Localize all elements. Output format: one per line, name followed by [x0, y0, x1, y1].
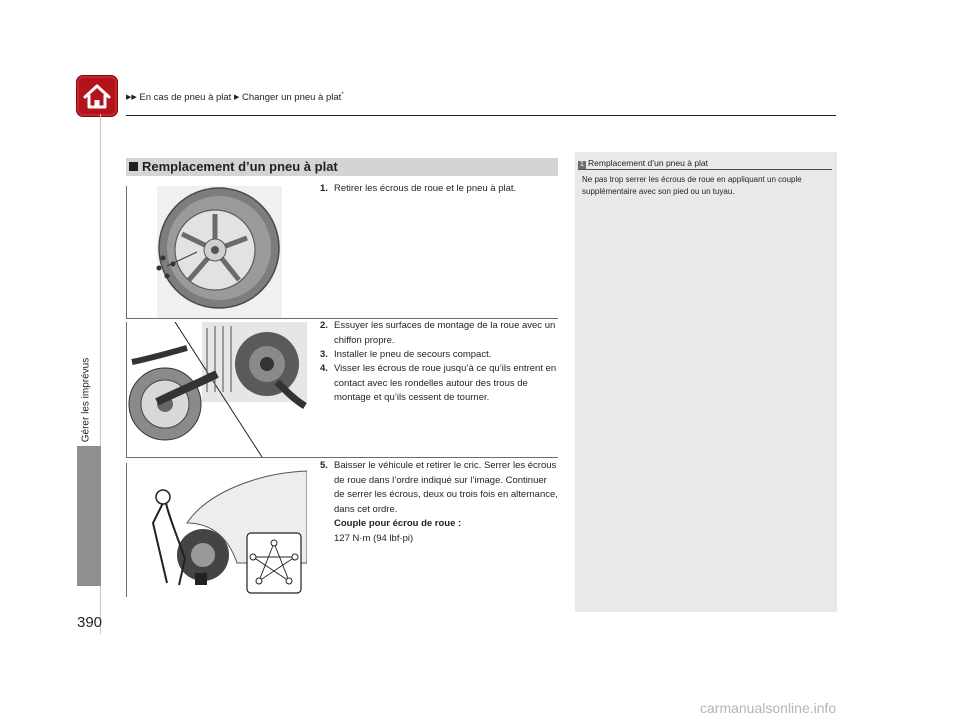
breadcrumb-arrow-icon: ▶: [233, 94, 240, 102]
breadcrumb-arrow-icon: ▶▶: [126, 94, 137, 102]
note-header: [578, 158, 708, 169]
page-number: 390: [77, 614, 103, 631]
watermark: carmanualsonline.info: [700, 700, 837, 716]
note-text: Ne pas trop serrer les écrous de roue en appliquant un couple supplémentaire avec son pied ou un tuyau.: [582, 175, 802, 196]
step-5: 5. Baisser le véhicule et retirer le cric. Serrer les écrous de roue dans l’ordre indiqué sur l’image. Continuer de serrer les écrous, deux ou trois fois en alternance, dans cet ordre.: [320, 460, 558, 515]
notes-panel: [575, 152, 837, 612]
divider: [126, 457, 558, 458]
chapter-label: Gérer les imprévus: [80, 357, 92, 443]
breadcrumb: [126, 92, 344, 103]
section-square-icon: [129, 162, 138, 171]
illustration-tighten-pattern: [126, 463, 307, 597]
chapter-tab[interactable]: [77, 446, 101, 586]
step-2: 2. Essuyer les surfaces de montage de la roue avec un chiffon propre.: [320, 320, 556, 346]
section-header: [126, 158, 558, 176]
breadcrumb-link-flat-tire[interactable]: En cas de pneu à plat: [139, 92, 232, 104]
torque-spec: [334, 517, 461, 546]
section-title: Remplacement d’un pneu à plat: [142, 159, 338, 174]
step-4: 4. Visser les écrous de roue jusqu’à ce qu’ils entrent en contact avec les rondelles autour des trous de montage et qu’ils cessent de tourner.: [320, 363, 557, 403]
torque-label: Couple pour écrou de roue :: [334, 518, 462, 529]
note-divider: [578, 169, 832, 170]
illustration-remove-wheel: [126, 186, 307, 318]
note-number-icon: 1: [578, 161, 586, 169]
step-1: 1. Retirer les écrous de roue et le pneu à plat.: [320, 183, 517, 194]
torque-value: 127 N·m (94 lbf·pi): [334, 532, 414, 544]
step-3: 3. Installer le pneu de secours compact.: [320, 349, 492, 360]
header-divider: [126, 115, 836, 116]
asterisk-mark: *: [341, 92, 344, 98]
home-button[interactable]: [76, 75, 118, 117]
breadcrumb-link-change-tire[interactable]: Changer un pneu à plat: [242, 92, 342, 104]
note-title: Remplacement d’un pneu à plat: [588, 158, 709, 168]
home-icon: [77, 76, 117, 116]
illustration-install-spare: [126, 322, 307, 457]
